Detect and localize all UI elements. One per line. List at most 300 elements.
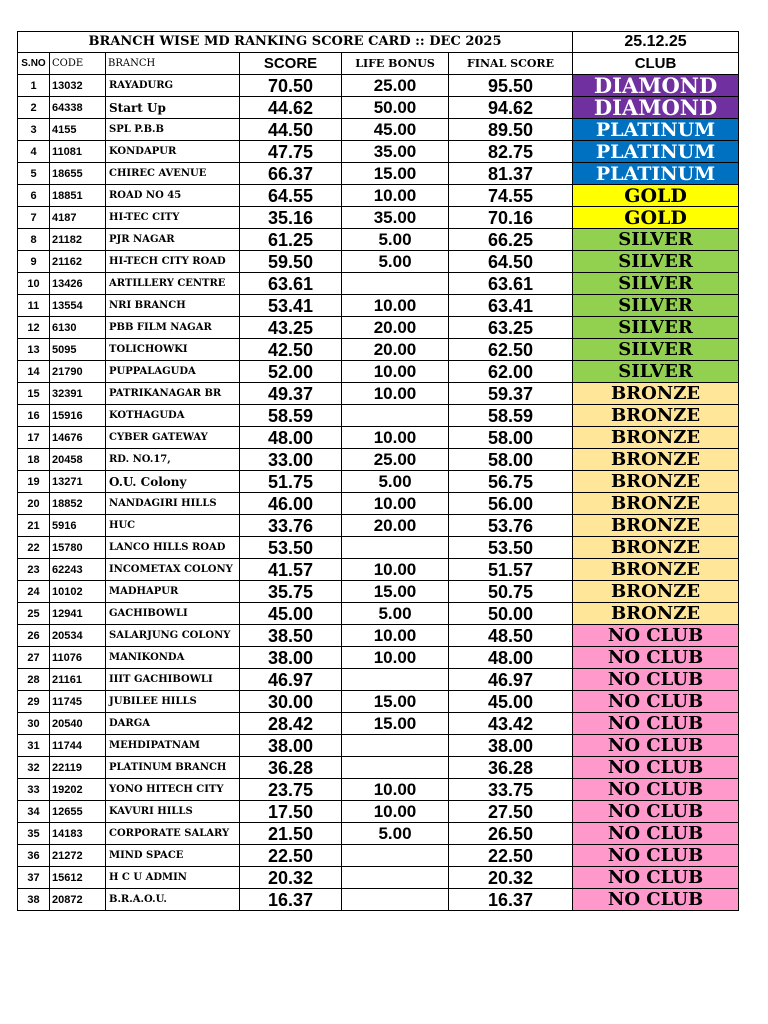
cell-final-score: 89.50	[449, 119, 573, 141]
cell-life-bonus: 20.00	[342, 317, 449, 339]
cell-club: DIAMOND	[573, 75, 739, 97]
cell-life-bonus: 10.00	[342, 801, 449, 823]
table-row	[18, 493, 739, 515]
cell-club: GOLD	[573, 185, 739, 207]
cell-sno: 31	[18, 735, 50, 757]
cell-sno: 21	[18, 515, 50, 537]
cell-final-score: 51.57	[449, 559, 573, 581]
cell-score: 59.50	[240, 251, 342, 273]
cell-life-bonus	[342, 273, 449, 295]
table-row	[18, 713, 739, 735]
table-row	[18, 405, 739, 427]
cell-score: 38.50	[240, 625, 342, 647]
cell-score: 38.00	[240, 647, 342, 669]
cell-branch: O.U. Colony	[106, 471, 240, 493]
cell-life-bonus	[342, 537, 449, 559]
table-row	[18, 603, 739, 625]
cell-sno: 20	[18, 493, 50, 515]
table-row	[18, 295, 739, 317]
cell-branch: KAVURI HILLS	[106, 801, 240, 823]
cell-life-bonus: 15.00	[342, 713, 449, 735]
cell-final-score: 33.75	[449, 779, 573, 801]
cell-branch: RD. NO.17,	[106, 449, 240, 471]
cell-club: NO CLUB	[573, 713, 739, 735]
cell-club: SILVER	[573, 361, 739, 383]
cell-final-score: 58.00	[449, 449, 573, 471]
cell-life-bonus: 35.00	[342, 141, 449, 163]
cell-score: 44.62	[240, 97, 342, 119]
cell-final-score: 43.42	[449, 713, 573, 735]
cell-sno: 25	[18, 603, 50, 625]
cell-sno: 29	[18, 691, 50, 713]
cell-club: NO CLUB	[573, 647, 739, 669]
cell-club: NO CLUB	[573, 823, 739, 845]
cell-branch: SPL P.B.B	[106, 119, 240, 141]
cell-club: NO CLUB	[573, 779, 739, 801]
cell-code: 10102	[50, 581, 106, 603]
cell-code: 11076	[50, 647, 106, 669]
cell-club: NO CLUB	[573, 625, 739, 647]
cell-score: 52.00	[240, 361, 342, 383]
title-row	[18, 32, 739, 53]
cell-club: PLATINUM	[573, 119, 739, 141]
cell-life-bonus: 20.00	[342, 515, 449, 537]
cell-branch: ROAD NO 45	[106, 185, 240, 207]
cell-final-score: 58.00	[449, 427, 573, 449]
cell-branch: JUBILEE HILLS	[106, 691, 240, 713]
cell-score: 47.75	[240, 141, 342, 163]
cell-score: 66.37	[240, 163, 342, 185]
table-row	[18, 735, 739, 757]
cell-sno: 33	[18, 779, 50, 801]
cell-sno: 37	[18, 867, 50, 889]
cell-score: 46.00	[240, 493, 342, 515]
table-row	[18, 251, 739, 273]
cell-sno: 19	[18, 471, 50, 493]
cell-life-bonus	[342, 735, 449, 757]
cell-branch: MEHDIPATNAM	[106, 735, 240, 757]
cell-score: 28.42	[240, 713, 342, 735]
cell-code: 4187	[50, 207, 106, 229]
cell-branch: TOLICHOWKI	[106, 339, 240, 361]
cell-club: PLATINUM	[573, 141, 739, 163]
cell-score: 49.37	[240, 383, 342, 405]
cell-final-score: 16.37	[449, 889, 573, 911]
cell-sno: 1	[18, 75, 50, 97]
cell-code: 13554	[50, 295, 106, 317]
cell-code: 62243	[50, 559, 106, 581]
cell-club: NO CLUB	[573, 691, 739, 713]
cell-sno: 35	[18, 823, 50, 845]
cell-club: SILVER	[573, 229, 739, 251]
cell-score: 43.25	[240, 317, 342, 339]
cell-score: 41.57	[240, 559, 342, 581]
cell-final-score: 63.61	[449, 273, 573, 295]
cell-code: 6130	[50, 317, 106, 339]
cell-life-bonus: 5.00	[342, 251, 449, 273]
table-row	[18, 339, 739, 361]
cell-final-score: 45.00	[449, 691, 573, 713]
cell-score: 35.16	[240, 207, 342, 229]
cell-club: BRONZE	[573, 405, 739, 427]
cell-code: 18655	[50, 163, 106, 185]
report-date: 25.12.25	[573, 32, 739, 53]
cell-life-bonus: 25.00	[342, 449, 449, 471]
cell-score: 53.41	[240, 295, 342, 317]
cell-branch: NRI BRANCH	[106, 295, 240, 317]
header-row	[18, 53, 739, 75]
cell-life-bonus	[342, 889, 449, 911]
table-row	[18, 185, 739, 207]
cell-sno: 4	[18, 141, 50, 163]
cell-sno: 26	[18, 625, 50, 647]
cell-final-score: 53.50	[449, 537, 573, 559]
cell-club: BRONZE	[573, 383, 739, 405]
cell-club: BRONZE	[573, 581, 739, 603]
cell-club: BRONZE	[573, 493, 739, 515]
cell-final-score: 59.37	[449, 383, 573, 405]
cell-code: 12655	[50, 801, 106, 823]
cell-score: 17.50	[240, 801, 342, 823]
cell-club: SILVER	[573, 251, 739, 273]
cell-code: 11081	[50, 141, 106, 163]
cell-sno: 2	[18, 97, 50, 119]
cell-branch: PBB FILM NAGAR	[106, 317, 240, 339]
cell-branch: GACHIBOWLI	[106, 603, 240, 625]
cell-code: 20458	[50, 449, 106, 471]
cell-club: GOLD	[573, 207, 739, 229]
cell-club: NO CLUB	[573, 889, 739, 911]
cell-score: 33.76	[240, 515, 342, 537]
cell-final-score: 48.50	[449, 625, 573, 647]
cell-life-bonus: 10.00	[342, 559, 449, 581]
table-row	[18, 383, 739, 405]
cell-club: PLATINUM	[573, 163, 739, 185]
table-row	[18, 867, 739, 889]
cell-life-bonus: 5.00	[342, 603, 449, 625]
cell-club: BRONZE	[573, 537, 739, 559]
cell-code: 20872	[50, 889, 106, 911]
cell-score: 23.75	[240, 779, 342, 801]
cell-branch: KOTHAGUDA	[106, 405, 240, 427]
cell-sno: 11	[18, 295, 50, 317]
cell-branch: B.R.A.O.U.	[106, 889, 240, 911]
cell-club: BRONZE	[573, 427, 739, 449]
cell-branch: NANDAGIRI HILLS	[106, 493, 240, 515]
cell-branch: PJR NAGAR	[106, 229, 240, 251]
col-header-score: SCORE	[240, 53, 342, 75]
cell-sno: 3	[18, 119, 50, 141]
cell-sno: 15	[18, 383, 50, 405]
cell-code: 21272	[50, 845, 106, 867]
cell-score: 48.00	[240, 427, 342, 449]
table-row	[18, 691, 739, 713]
cell-club: NO CLUB	[573, 801, 739, 823]
table-row	[18, 537, 739, 559]
cell-final-score: 58.59	[449, 405, 573, 427]
cell-sno: 14	[18, 361, 50, 383]
cell-branch: HI-TEC CITY	[106, 207, 240, 229]
col-header-club: CLUB	[573, 53, 739, 75]
cell-life-bonus: 15.00	[342, 691, 449, 713]
cell-club: SILVER	[573, 295, 739, 317]
cell-code: 5095	[50, 339, 106, 361]
cell-life-bonus: 10.00	[342, 427, 449, 449]
cell-final-score: 66.25	[449, 229, 573, 251]
table-row	[18, 515, 739, 537]
cell-club: NO CLUB	[573, 735, 739, 757]
cell-final-score: 56.00	[449, 493, 573, 515]
cell-score: 35.75	[240, 581, 342, 603]
cell-life-bonus: 10.00	[342, 647, 449, 669]
cell-score: 61.25	[240, 229, 342, 251]
cell-club: BRONZE	[573, 559, 739, 581]
cell-code: 13032	[50, 75, 106, 97]
cell-branch: CYBER GATEWAY	[106, 427, 240, 449]
cell-club: DIAMOND	[573, 97, 739, 119]
cell-score: 44.50	[240, 119, 342, 141]
cell-branch: LANCO HILLS ROAD	[106, 537, 240, 559]
ranking-score-table	[17, 31, 739, 911]
cell-code: 18852	[50, 493, 106, 515]
table-row	[18, 273, 739, 295]
cell-sno: 22	[18, 537, 50, 559]
cell-final-score: 27.50	[449, 801, 573, 823]
cell-score: 16.37	[240, 889, 342, 911]
cell-branch: HUC	[106, 515, 240, 537]
cell-club: NO CLUB	[573, 845, 739, 867]
cell-life-bonus: 10.00	[342, 185, 449, 207]
cell-branch: H C U ADMIN	[106, 867, 240, 889]
cell-club: NO CLUB	[573, 757, 739, 779]
cell-branch: YONO HITECH CITY	[106, 779, 240, 801]
col-header-life-bonus: LIFE BONUS	[342, 53, 449, 75]
table-row	[18, 229, 739, 251]
cell-sno: 36	[18, 845, 50, 867]
cell-code: 19202	[50, 779, 106, 801]
cell-life-bonus	[342, 845, 449, 867]
cell-life-bonus: 10.00	[342, 383, 449, 405]
cell-branch: IIIT GACHIBOWLI	[106, 669, 240, 691]
cell-sno: 27	[18, 647, 50, 669]
cell-branch: MADHAPUR	[106, 581, 240, 603]
cell-branch: MIND SPACE	[106, 845, 240, 867]
table-row	[18, 581, 739, 603]
cell-life-bonus: 10.00	[342, 493, 449, 515]
cell-code: 11744	[50, 735, 106, 757]
table-row	[18, 823, 739, 845]
cell-club: SILVER	[573, 339, 739, 361]
table-row	[18, 559, 739, 581]
cell-club: BRONZE	[573, 449, 739, 471]
table-row	[18, 801, 739, 823]
cell-life-bonus: 45.00	[342, 119, 449, 141]
cell-final-score: 50.00	[449, 603, 573, 625]
cell-life-bonus: 10.00	[342, 779, 449, 801]
cell-code: 13271	[50, 471, 106, 493]
cell-final-score: 22.50	[449, 845, 573, 867]
cell-final-score: 64.50	[449, 251, 573, 273]
cell-code: 14676	[50, 427, 106, 449]
cell-final-score: 95.50	[449, 75, 573, 97]
cell-life-bonus	[342, 867, 449, 889]
cell-branch: HI-TECH CITY ROAD	[106, 251, 240, 273]
cell-branch: Start Up	[106, 97, 240, 119]
cell-sno: 30	[18, 713, 50, 735]
cell-final-score: 56.75	[449, 471, 573, 493]
cell-life-bonus	[342, 669, 449, 691]
cell-final-score: 62.00	[449, 361, 573, 383]
cell-code: 21182	[50, 229, 106, 251]
cell-score: 45.00	[240, 603, 342, 625]
cell-life-bonus: 15.00	[342, 163, 449, 185]
cell-club: BRONZE	[573, 603, 739, 625]
cell-final-score: 94.62	[449, 97, 573, 119]
cell-branch: SALARJUNG COLONY	[106, 625, 240, 647]
table-row	[18, 669, 739, 691]
table-row	[18, 889, 739, 911]
cell-final-score: 36.28	[449, 757, 573, 779]
cell-life-bonus: 5.00	[342, 471, 449, 493]
table-row	[18, 757, 739, 779]
cell-code: 15780	[50, 537, 106, 559]
cell-life-bonus: 10.00	[342, 361, 449, 383]
cell-club: BRONZE	[573, 471, 739, 493]
table-body	[18, 32, 739, 911]
cell-life-bonus	[342, 405, 449, 427]
cell-life-bonus: 15.00	[342, 581, 449, 603]
cell-life-bonus: 35.00	[342, 207, 449, 229]
cell-final-score: 20.32	[449, 867, 573, 889]
cell-final-score: 50.75	[449, 581, 573, 603]
cell-score: 46.97	[240, 669, 342, 691]
cell-branch: RAYADURG	[106, 75, 240, 97]
cell-score: 51.75	[240, 471, 342, 493]
cell-score: 38.00	[240, 735, 342, 757]
cell-sno: 5	[18, 163, 50, 185]
cell-final-score: 63.25	[449, 317, 573, 339]
table-row	[18, 361, 739, 383]
cell-final-score: 62.50	[449, 339, 573, 361]
cell-final-score: 63.41	[449, 295, 573, 317]
cell-club: SILVER	[573, 273, 739, 295]
cell-code: 21162	[50, 251, 106, 273]
table-row	[18, 207, 739, 229]
cell-sno: 24	[18, 581, 50, 603]
page-title: BRANCH WISE MD RANKING SCORE CARD :: DEC 2025	[18, 32, 573, 53]
cell-branch: PLATINUM BRANCH	[106, 757, 240, 779]
table-row	[18, 427, 739, 449]
table-row	[18, 779, 739, 801]
cell-sno: 9	[18, 251, 50, 273]
cell-code: 21790	[50, 361, 106, 383]
cell-life-bonus: 20.00	[342, 339, 449, 361]
cell-sno: 6	[18, 185, 50, 207]
cell-sno: 32	[18, 757, 50, 779]
table-row	[18, 845, 739, 867]
cell-final-score: 81.37	[449, 163, 573, 185]
cell-code: 12941	[50, 603, 106, 625]
cell-final-score: 70.16	[449, 207, 573, 229]
cell-life-bonus: 10.00	[342, 625, 449, 647]
cell-final-score: 82.75	[449, 141, 573, 163]
cell-life-bonus: 25.00	[342, 75, 449, 97]
cell-branch: KONDAPUR	[106, 141, 240, 163]
table-row	[18, 647, 739, 669]
cell-final-score: 38.00	[449, 735, 573, 757]
cell-score: 36.28	[240, 757, 342, 779]
cell-code: 15612	[50, 867, 106, 889]
cell-branch: MANIKONDA	[106, 647, 240, 669]
cell-code: 4155	[50, 119, 106, 141]
cell-code: 64338	[50, 97, 106, 119]
cell-code: 21161	[50, 669, 106, 691]
col-header-final-score: FINAL SCORE	[449, 53, 573, 75]
table-row	[18, 625, 739, 647]
table-row	[18, 449, 739, 471]
cell-sno: 34	[18, 801, 50, 823]
cell-branch: PATRIKANAGAR BR	[106, 383, 240, 405]
cell-branch: CORPORATE SALARY	[106, 823, 240, 845]
cell-code: 20534	[50, 625, 106, 647]
cell-final-score: 46.97	[449, 669, 573, 691]
table-row	[18, 119, 739, 141]
cell-score: 21.50	[240, 823, 342, 845]
cell-sno: 18	[18, 449, 50, 471]
cell-score: 53.50	[240, 537, 342, 559]
cell-sno: 8	[18, 229, 50, 251]
cell-score: 70.50	[240, 75, 342, 97]
cell-code: 18851	[50, 185, 106, 207]
cell-score: 63.61	[240, 273, 342, 295]
cell-final-score: 26.50	[449, 823, 573, 845]
table-row	[18, 97, 739, 119]
table-row	[18, 163, 739, 185]
cell-life-bonus: 10.00	[342, 295, 449, 317]
cell-life-bonus: 50.00	[342, 97, 449, 119]
cell-sno: 12	[18, 317, 50, 339]
cell-final-score: 48.00	[449, 647, 573, 669]
cell-code: 5916	[50, 515, 106, 537]
cell-score: 33.00	[240, 449, 342, 471]
cell-branch: PUPPALAGUDA	[106, 361, 240, 383]
cell-sno: 7	[18, 207, 50, 229]
col-header-code: CODE	[50, 53, 106, 75]
cell-code: 14183	[50, 823, 106, 845]
cell-sno: 16	[18, 405, 50, 427]
cell-branch: CHIREC AVENUE	[106, 163, 240, 185]
table-row	[18, 75, 739, 97]
col-header-branch: BRANCH	[106, 53, 240, 75]
cell-sno: 28	[18, 669, 50, 691]
cell-code: 22119	[50, 757, 106, 779]
cell-sno: 38	[18, 889, 50, 911]
cell-sno: 23	[18, 559, 50, 581]
cell-life-bonus: 5.00	[342, 229, 449, 251]
cell-club: NO CLUB	[573, 669, 739, 691]
cell-score: 58.59	[240, 405, 342, 427]
cell-sno: 13	[18, 339, 50, 361]
cell-code: 11745	[50, 691, 106, 713]
cell-score: 64.55	[240, 185, 342, 207]
cell-code: 13426	[50, 273, 106, 295]
cell-code: 15916	[50, 405, 106, 427]
cell-club: NO CLUB	[573, 867, 739, 889]
cell-branch: INCOMETAX COLONY	[106, 559, 240, 581]
cell-club: SILVER	[573, 317, 739, 339]
table-row	[18, 141, 739, 163]
cell-life-bonus	[342, 757, 449, 779]
